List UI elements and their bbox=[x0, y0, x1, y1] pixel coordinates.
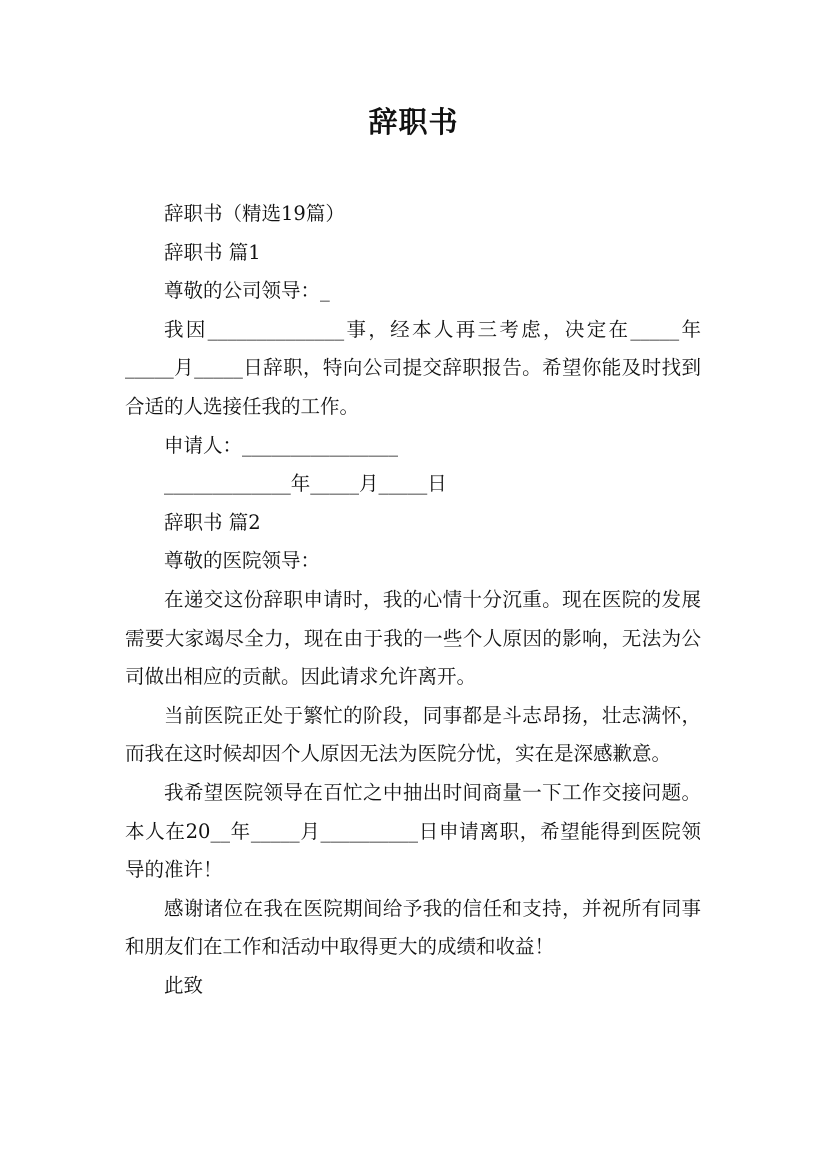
paragraph-body-2: 当前医院正处于繁忙的阶段，同事都是斗志昂扬，壮志满怀，而我在这时候却因个人原因无法为医院分忧，实在是深感歉意。 bbox=[125, 703, 701, 766]
paragraph-salutation-hospital: 尊敬的医院领导： bbox=[164, 549, 321, 573]
document-title: 辞职书 bbox=[368, 105, 459, 139]
document-body bbox=[125, 195, 701, 1005]
paragraph-body-4: 感谢诸位在我在医院期间给予我的信任和支持，并祝所有同事和朋友们在工作和活动中取得更大的成绩和收益！ bbox=[125, 896, 701, 959]
paragraph-section-2-heading: 辞职书 篇2 bbox=[164, 510, 261, 534]
paragraph-heading-collection: 辞职书（精选19篇） bbox=[164, 202, 345, 225]
paragraph-closing: 此致 bbox=[164, 973, 204, 997]
paragraph-section-1-heading: 辞职书 篇1 bbox=[164, 240, 261, 264]
paragraph-applicant-line: 申请人：________________ bbox=[164, 433, 399, 457]
paragraph-date-line: _____________年_____月_____日 bbox=[164, 472, 447, 496]
paragraph-salutation-company: 尊敬的公司领导：_ bbox=[164, 279, 330, 303]
paragraph-body-3: 我希望医院领导在百忙之中抽出时间商量一下工作交接问题。本人在20__年_____月__________日申请离职，希望能得到医院领导的准许！ bbox=[125, 780, 701, 882]
paragraph-resignation-statement: 我因______________事，经本人再三考虑，决定在_____年_____月_____日辞职，特向公司提交辞职报告。希望你能及时找到合适的人选接任我的工作。 bbox=[125, 317, 701, 418]
paragraph-body-1: 在递交这份辞职申请时，我的心情十分沉重。现在医院的发展需要大家竭尽全力，现在由于我的一些个人原因的影响，无法为公司做出相应的贡献。因此请求允许离开。 bbox=[125, 587, 701, 689]
